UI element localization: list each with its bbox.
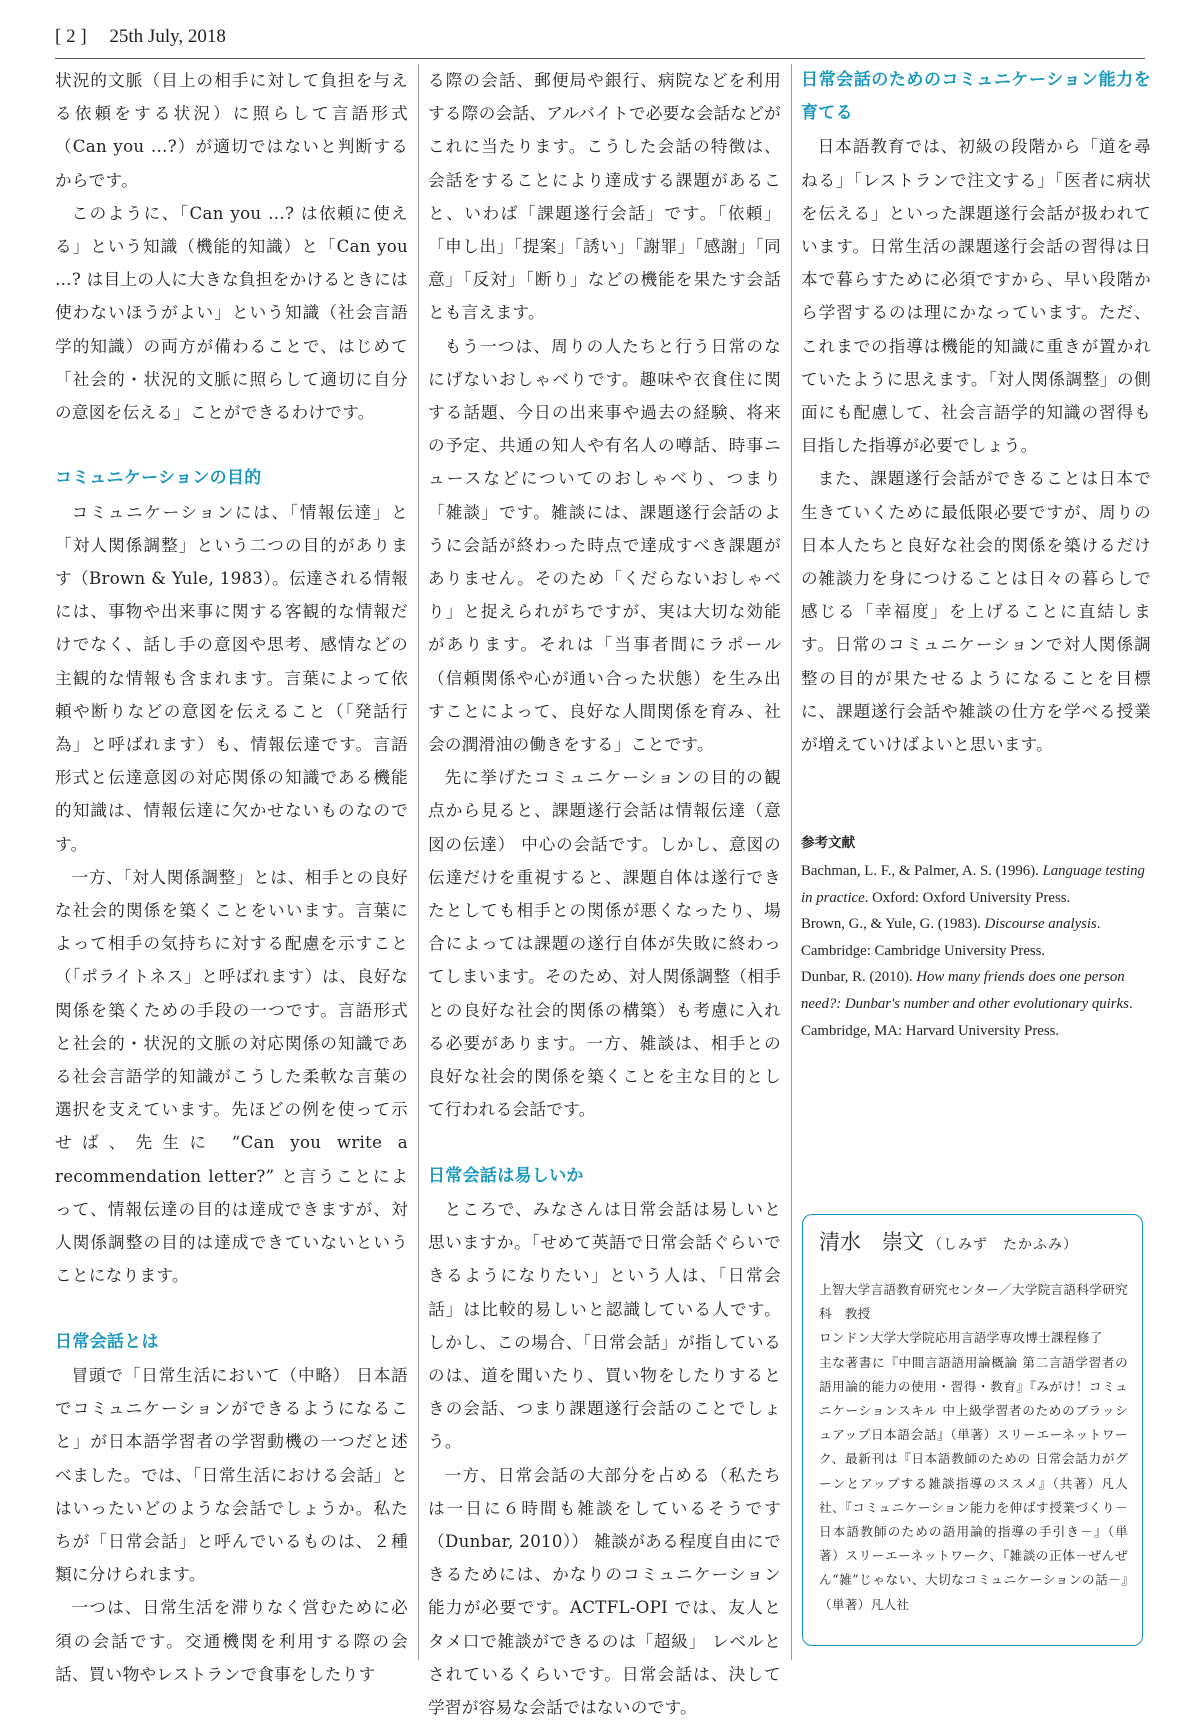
section-heading: 日常会話のためのコミュニケーション能力を育てる — [801, 70, 1151, 124]
body-paragraph: 一方、日常会話の大部分を占める（私たちは一日に６時間も雑談をしているそうです（Dunbar, 2010）） 雑談がある程度自由にできるためには、かなりのコミュニケーション能力が必要です。ACTFL-OPI では、友人とタメ口で雑談ができるのは「超級」 レベルとされているくらいです。日常会話は、決して学習が容易な会話ではないのです。 — [428, 1465, 781, 1717]
reference-title: How many friends does one person need?: Dunbar's number and other evolutionary quirks — [801, 969, 1129, 1012]
column-divider — [418, 64, 419, 1660]
page-header — [55, 24, 1145, 59]
reference-authors: Bachman, L. F., & Palmer, A. S. (1996). — [801, 863, 1043, 879]
body-paragraph: もう一つは、周りの人たちと行う日常のなにげないおしゃべりです。趣味や衣食住に関する話題、今日の出来事や過去の経験、将来の予定、共通の知人や有名人の噂話、時事ニュースなどについてのおしゃべり、つまり「雑談」です。雑談には、課題遂行会話のように会話が終わった時点で達成すべき課題がありません。そのため「くだらないおしゃべり」と捉えられがちですが、実は大切な効能があります。それは「当事者間にラポール（信頼関係や心が通い合った状態）を生み出すことによって、良好な人間関係を育み、社会の潤滑油の働きをする」ことです。 — [428, 336, 781, 755]
body-paragraph: ところで、みなさんは日常会話は易しいと思いますか。「せめて英語で日常会話ぐらいできるようになりたい」という人は、「日常会話」は比較的易しいと認識している人です。しかし、この場合、「日常会話」が指しているのは、道を聞いたり、買い物をしたりするときの会話、つまり課題遂行会話のことでしょう。 — [428, 1199, 781, 1452]
body-paragraph: 一方、「対人関係調整」とは、相手との良好な社会的関係を築くことをいいます。言葉によって相手の気持ちに対する配慮を示すこと（「ポライトネス」と呼ばれます）は、良好な関係を築くための手段の一つです。言語形式と社会的・状況的文脈の対応関係の知識である社会言語学的知識がこうした柔軟な言葉の選択を支えています。先ほどの例を使って示せば、先生に “Can you write a recommendation letter?” と言うことによって、情報伝達の目的は達成できますが、対人関係調整の目的は達成できていないということになります。 — [55, 867, 408, 1286]
section-gap — [55, 429, 408, 462]
reference-entry — [801, 911, 1151, 964]
author-name: 清水 崇文 — [819, 1230, 924, 1254]
author-bio-line: ロンドン大学大学院応用言語学専攻博士課程修了 — [819, 1330, 1103, 1346]
reference-entry — [801, 858, 1151, 911]
reference-publisher: . Cambridge: Cambridge University Press. — [801, 916, 1101, 959]
reference-authors: Dunbar, R. (2010). — [801, 969, 917, 986]
article-column-1 — [55, 64, 408, 1684]
author-bio — [819, 1278, 1128, 1617]
body-paragraph: このように、「Can you …? は依頼に使える」という知識（機能的知識）と「Can you …? は目上の人に大きな負担をかけるときには使わないほうがよい」という知識（社会言語学的知識）の両方が備わることで、はじめて「社会的・状況的文脈に照らして適切に自分の意図を伝える」ことができるわけです。 — [55, 203, 408, 423]
body-paragraph: コミュニケーションには、「情報伝達」と「対人関係調整」という二つの目的があります（Brown & Yule, 1983）。伝達される情報には、事物や出来事に関する客観的な情報だけでなく、話し手の意図や思考、感情などの主観的な情報も含まれます。言葉によって依頼や断りなどの意図を伝えること（「発話行為」と呼ばれます）も、情報伝達です。言語形式と伝達意図の対応関係の知識である機能的知識は、情報伝達に欠かせないものなのです。 — [55, 502, 408, 854]
author-name-line — [819, 1225, 1128, 1262]
column-divider — [791, 64, 792, 1660]
references-heading: 参考文献 — [801, 835, 855, 851]
reference-publisher: . Oxford: Oxford University Press. — [864, 889, 1071, 906]
section-heading: コミュニケーションの目的 — [55, 468, 262, 489]
author-bio-line: 上智大学言語教育研究センター／大学院言語科学研究科 教授 — [819, 1282, 1128, 1322]
section-gap — [428, 1127, 781, 1160]
author-name-reading: （しみず たかふみ） — [928, 1237, 1078, 1253]
author-bio-line: 主な著書に『中間言語語用論概論 第二言語学習者の語用論的能力の使用・習得・教育』『みがけ！コミュニケーションスキル 中上級学習者のためのブラッシュアップ日本語会話』（単著）スリーエーネットワーク、最新刊は『日本語教師のための 日常会話力がグーンとアップする雑談指導のススメ』（共著）凡人社、『コミュニケーション能力を伸ばす授業づくり－日本語教師のための語用論的指導の手引き－』（単著）スリーエーネットワーク、『雑談の正体－ぜんぜん“雑”じゃない、大切なコミュニケーションの話－』（単著）凡人社 — [819, 1354, 1128, 1612]
reference-authors: Brown, G., & Yule, G. (1983). — [801, 916, 985, 933]
section-heading: 日常会話は易しいか — [428, 1165, 584, 1186]
article-column-2 — [428, 64, 781, 1717]
body-paragraph: また、課題遂行会話ができることは日本で生きていくために最低限必要ですが、周りの日本人たちと良好な社会的関係を築けるだけの雑談力を身につけることは日々の暮らしで感じる「幸福度」を上げることに直結します。日常のコミュニケーションで対人関係調整の目的が果たせるようになることを目標に、課題遂行会話や雑談の仕方を学べる授業が増えていけばよいと思います。 — [801, 469, 1151, 755]
body-paragraph: 一つは、日常生活を滞りなく営むために必須の会話です。交通機関を利用する際の会話、買い物やレストランで食事をしたりす — [55, 1598, 408, 1684]
body-paragraph: 冒頭で「日常生活において（中略） 日本語でコミュニケーションができるようになること」が日本語学習者の学習動機の一つだと述べました。では、「日常生活における会話」とはいったいどのような会話でしょうか。私たちが「日常会話」と呼んでいるものは、２種類に分けられます。 — [55, 1365, 408, 1585]
author-profile-box — [802, 1214, 1143, 1646]
page-number: [ 2 ] — [55, 26, 87, 47]
references — [801, 830, 1151, 1044]
body-paragraph: 状況的文脈（目上の相手に対して負担を与える依頼をする状況）に照らして言語形式（Can you …?）が適切ではないと判断するからです。 — [55, 71, 408, 190]
reference-list — [801, 858, 1151, 1044]
section-gap — [55, 1293, 408, 1326]
body-paragraph: る際の会話、郵便局や銀行、病院などを利用する際の会話、アルバイトで必要な会話などがこれに当たります。こうした会話の特徴は、会話をすることにより達成する課題があること、いわば「課題遂行会話」です。「依頼」「申し出」「提案」「誘い」「謝罪」「感謝」「同意」「反対」「断り」などの機能を果たす会話とも言えます。 — [428, 71, 781, 323]
body-paragraph: 日本語教育では、初級の段階から「道を尋ねる」「レストランで注文する」「医者に病状を伝える」といった課題遂行会話が扱われています。日常生活の課題遂行会話の習得は日本で暮らすために必須ですから、早い段階から学習するのは理にかなっています。ただ、これまでの指導は機能的知識に重きが置かれていたように思えます。「対人関係調整」の側面にも配慮して、社会言語学的知識の習得も目指した指導が必要でしょう。 — [801, 137, 1151, 456]
body-paragraph: 先に挙げたコミュニケーションの目的の観点から見ると、課題遂行会話は情報伝達（意図の伝達） 中心の会話です。しかし、意図の伝達だけを重視すると、課題自体は遂行できたとしても相手との関係が悪くなったり、場合によっては課題の遂行自体が失敗に終わってしまいます。そのため、対人関係調整（相手との良好な社会的関係の構築）も考慮に入れる必要があります。一方、雑談は、相手との良好な社会的関係を築くことを主な目的として行われる会話です。 — [428, 768, 781, 1120]
issue-date: 25th July, 2018 — [109, 26, 226, 47]
reference-entry — [801, 964, 1151, 1044]
reference-title: Language testing in practice — [801, 863, 1145, 906]
reference-title: Discourse analysis — [984, 916, 1097, 933]
section-heading: 日常会話とは — [55, 1331, 159, 1352]
reference-publisher: . Cambridge, MA: Harvard University Press. — [801, 995, 1133, 1039]
